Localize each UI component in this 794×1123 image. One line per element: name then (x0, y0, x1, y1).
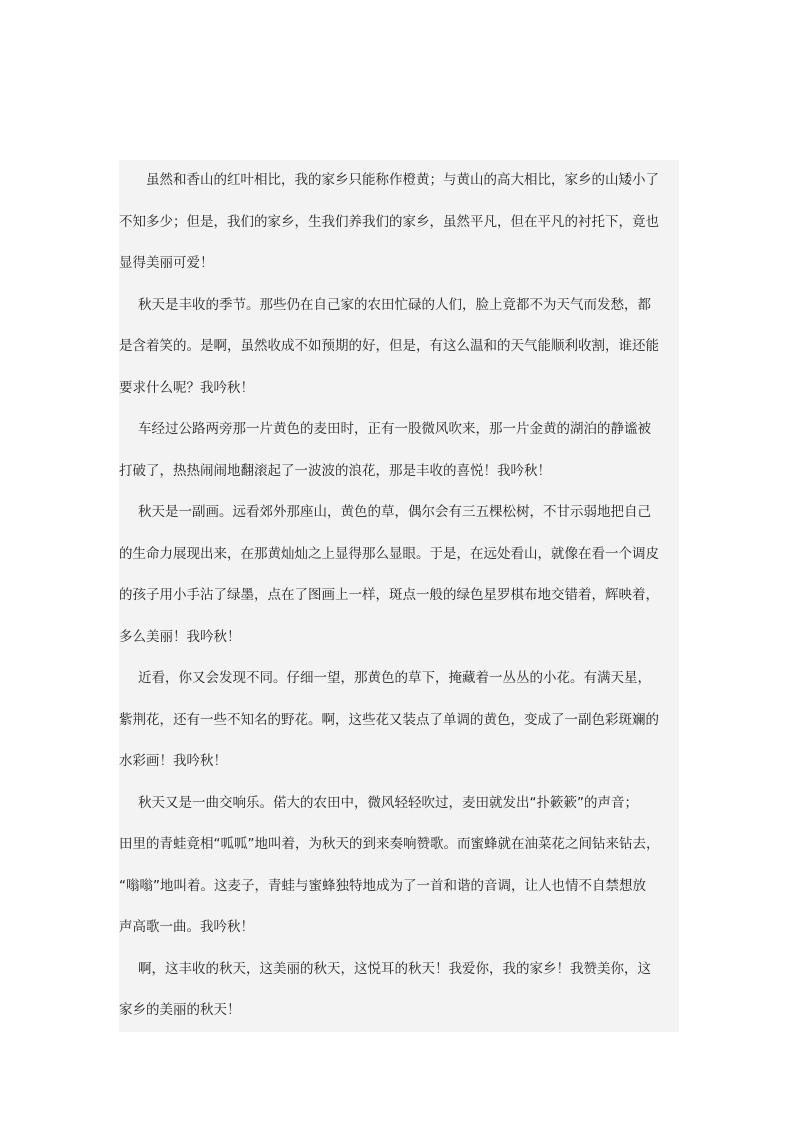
text-line: 水彩画！我吟秋！ (119, 741, 679, 783)
text-line: 多么美丽！我吟秋！ (119, 617, 679, 659)
text-line: 的生命力展现出来，在那黄灿灿之上显得那么显眼。于是，在远处看山，就像在看一个调皮 (119, 534, 679, 576)
text-line: 田里的青蛙竟相“呱呱”地叫着，为秋天的到来奏响赞歌。而蜜蜂就在油菜花之间钻来钻去， (119, 824, 679, 866)
paragraph-7 (119, 949, 679, 1032)
text-line: 车经过公路两旁那一片黄色的麦田时，正有一股微风吹来，那一片金黄的湖泊的静谧被 (119, 409, 679, 451)
text-line: 要求什么呢？我吟秋！ (119, 368, 679, 410)
text-line: 秋天是一副画。远看郊外那座山，黄色的草，偶尔会有三五棵松树，不甘示弱地把自己 (119, 492, 679, 534)
paragraph-4 (119, 492, 679, 658)
text-line: 啊，这丰收的秋天，这美丽的秋天，这悦耳的秋天！我爱你，我的家乡！我赞美你，这 (119, 949, 679, 991)
paragraph-2 (119, 285, 679, 410)
text-line: 打破了，热热闹闹地翻滚起了一波波的浪花，那是丰收的喜悦！我吟秋！ (119, 451, 679, 493)
essay-body (119, 160, 679, 1032)
paragraph-5 (119, 658, 679, 783)
text-line: “嗡嗡”地叫着。这麦子，青蛙与蜜蜂独特地成为了一首和谐的音调，让人也情不自禁想放 (119, 866, 679, 908)
text-line: 是含着笑的。是啊，虽然收成不如预期的好，但是，有这么温和的天气能顺利收割，谁还能 (119, 326, 679, 368)
text-line: 秋天是丰收的季节。那些仍在自己家的农田忙碌的人们，脸上竟都不为天气而发愁，都 (119, 285, 679, 327)
paragraph-3 (119, 409, 679, 492)
paragraph-1 (119, 160, 679, 285)
paragraph-6 (119, 783, 679, 949)
text-line: 近看，你又会发现不同。仔细一望，那黄色的草下，掩藏着一丛丛的小花。有满天星， (119, 658, 679, 700)
text-line: 秋天又是一曲交响乐。偌大的农田中，微风轻轻吹过，麦田就发出“扑簌簌”的声音； (119, 783, 679, 825)
text-line: 虽然和香山的红叶相比，我的家乡只能称作橙黄；与黄山的高大相比，家乡的山矮小了 (119, 160, 679, 202)
text-line: 紫荆花，还有一些不知名的野花。啊，这些花又装点了单调的黄色，变成了一副色彩斑斓的 (119, 700, 679, 742)
text-line: 声高歌一曲。我吟秋！ (119, 907, 679, 949)
text-line: 显得美丽可爱！ (119, 243, 679, 285)
text-line: 家乡的美丽的秋天！ (119, 990, 679, 1032)
text-line: 不知多少；但是，我们的家乡，生我们养我们的家乡，虽然平凡，但在平凡的衬托下，竟也 (119, 202, 679, 244)
text-line: 的孩子用小手沾了绿墨，点在了图画上一样，斑点一般的绿色星罗棋布地交错着，辉映着， (119, 575, 679, 617)
